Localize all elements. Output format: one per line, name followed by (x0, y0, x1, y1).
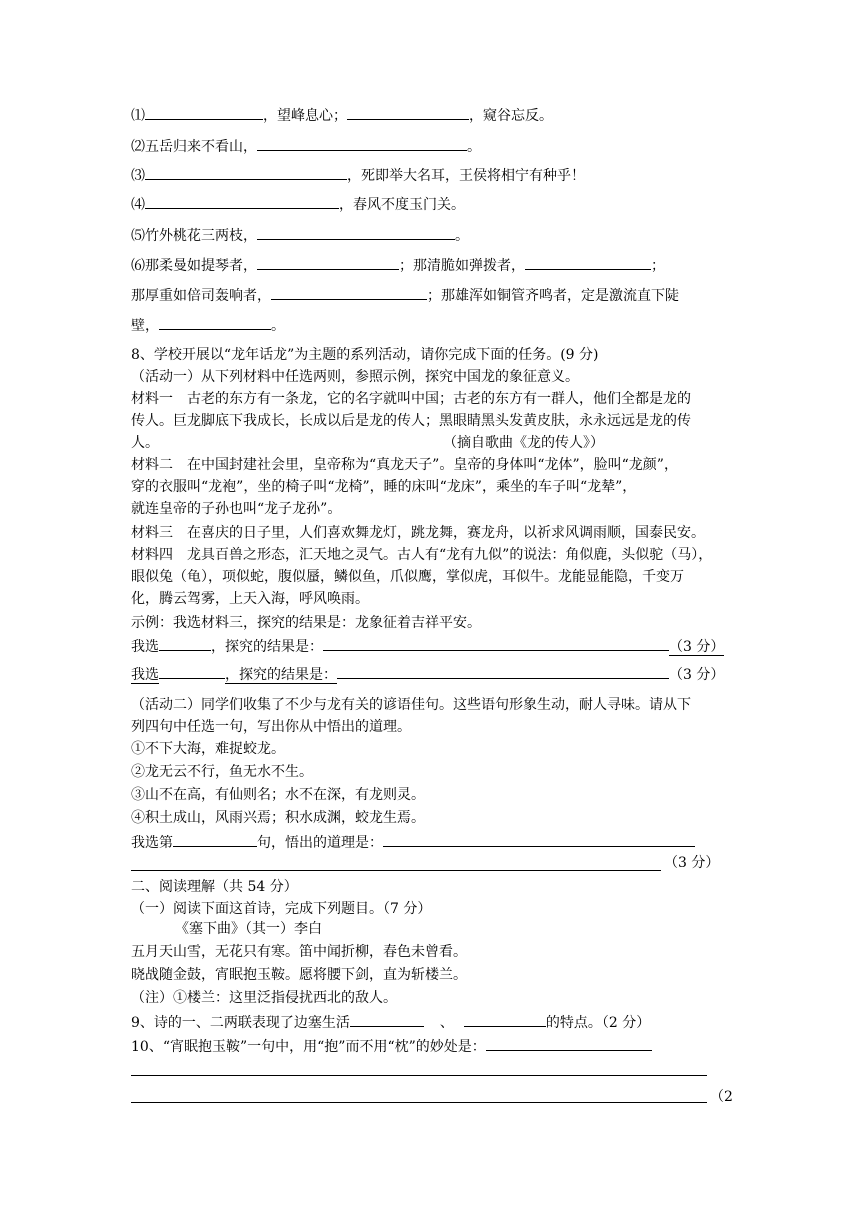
question-text: 、 (439, 1015, 454, 1031)
part-heading: （一）阅读下面这首诗，完成下列题目。（7 分） (131, 901, 432, 917)
question-line (131, 285, 679, 305)
question-line (131, 1012, 650, 1032)
question-text: 句，悟出的道理是： (257, 835, 383, 851)
answer-blank[interactable] (145, 165, 347, 180)
question-text: ⑵五岳归来不看山， (131, 139, 257, 155)
section-heading: 二、阅读理解（共 54 分） (131, 879, 298, 895)
answer-blank[interactable] (486, 1036, 652, 1051)
score-label: （3 分） (669, 639, 725, 655)
saying-item: ①不下大海，难捉蛟龙。 (131, 741, 285, 757)
question-text: ，探究的结果是： (225, 667, 337, 683)
question-text: ⑸竹外桃花三两枝， (131, 228, 257, 244)
material-text: 材料一 古老的东方有一条龙，它的名字就叫中国；古老的东方有一群人，他们全都是龙的 (131, 391, 691, 407)
answer-blank[interactable] (525, 255, 651, 270)
question-text: 那厚重如倍司轰响者， (131, 288, 271, 304)
poem-note: （注）①楼兰：这里泛指侵扰西北的敌人。 (131, 990, 397, 1006)
question-text: ，探究的结果是： (211, 639, 323, 655)
question-line (131, 105, 553, 125)
answer-blank[interactable] (173, 832, 257, 847)
answer-blank[interactable] (257, 136, 467, 151)
poem-title: 《塞下曲》（其一）李白 (175, 921, 322, 937)
answer-blank[interactable] (347, 105, 469, 120)
poem-line: 五月天山雪，无花只有寒。笛中闻折柳，春色未曾看。 (131, 944, 467, 960)
answer-line (131, 664, 724, 684)
question-text: ，死即举大名耳，王侯将相宁有种乎！ (347, 168, 585, 184)
material-text: 化，腾云驾雾，上天入海，呼风唤雨。 (131, 591, 369, 607)
answer-blank[interactable] (323, 636, 669, 651)
question-text: ，望峰息心； (263, 108, 347, 124)
question-line (131, 136, 481, 156)
material-text: 眼似兔（龟），项似蛇，腹似蜃，鳞似鱼，爪似鹰，掌似虎，耳似牛。龙能显能隐，千变万 (131, 569, 684, 585)
answer-blank[interactable] (145, 194, 339, 209)
question-line (131, 225, 469, 245)
question-text: 我选第 (131, 835, 173, 851)
question-text: 9、诗的一、二两联表现了边塞生活 (131, 1015, 350, 1031)
answer-blank-line[interactable] (131, 870, 661, 871)
question-text: 。 (455, 228, 469, 244)
saying-item: ④积土成山，风雨兴焉；积水成渊，蛟龙生焉。 (131, 810, 425, 826)
material-text: 人。 (131, 435, 159, 451)
material-text: 传人。巨龙脚底下我成长，长成以后是龙的传人；黑眼睛黑头发黄皮肤，永永远远是龙的传 (131, 413, 691, 429)
question-text: 我选 (131, 639, 159, 655)
material-text: 就连皇帝的子孙也叫“龙子龙孙”。 (131, 501, 342, 517)
answer-blank[interactable] (337, 664, 669, 679)
answer-blank-line[interactable] (131, 1102, 707, 1103)
answer-blank-line[interactable] (131, 1075, 707, 1076)
question-text: ，春风不度玉门关。 (339, 197, 465, 213)
answer-line (131, 832, 695, 852)
material-source: （摘自歌曲《龙的传人》） (443, 435, 604, 451)
answer-blank[interactable] (271, 285, 427, 300)
answer-blank[interactable] (159, 315, 271, 330)
saying-item: ③山不在高，有仙则名；水不在深，有龙则灵。 (131, 787, 425, 803)
activity-heading: （活动二）同学们收集了不少与龙有关的谚语佳句。这些语句形象生动，耐人寻味。请从下 (131, 697, 691, 713)
question-line (131, 165, 585, 185)
question-text: ，窥谷忘反。 (469, 108, 553, 124)
score-label: （3 分） (669, 667, 725, 683)
material-text: 材料三 在喜庆的日子里，人们喜欢舞龙灯，跳龙舞，赛龙舟，以祈求风调雨顺，国泰民安。 (131, 525, 705, 541)
answer-blank[interactable] (145, 105, 263, 120)
answer-blank[interactable] (383, 832, 695, 847)
score-label: （2 (710, 1089, 733, 1105)
answer-blank[interactable] (257, 225, 455, 240)
question-text: 的特点。（2 分） (545, 1015, 651, 1031)
question-text: ⑶ (131, 168, 145, 184)
question-text: 壁， (131, 318, 159, 334)
question-text: ；那清脆如弹拨者， (399, 258, 525, 274)
question-text: 。 (467, 139, 481, 155)
question-line (131, 255, 665, 275)
answer-line (131, 636, 724, 656)
question-text: 。 (271, 318, 285, 334)
example-text: 示例：我选材料三，探究的结果是：龙象征着吉祥平安。 (131, 615, 481, 631)
activity-text: 列四句中任选一句，写出你从中悟出的道理。 (131, 719, 411, 735)
material-text: 材料四 龙具百兽之形态，汇天地之灵气。古人有“龙有九似”的说法：角似鹿，头似驼（马）， (131, 547, 713, 563)
answer-blank[interactable] (257, 255, 399, 270)
question-text: 10、“宵眠抱玉鞍”一句中，用“抱”而不用“枕”的妙处是： (131, 1039, 486, 1055)
question-text: ；那雄浑如铜管齐鸣者，定是激流直下陡 (427, 288, 679, 304)
answer-blank[interactable] (159, 664, 225, 679)
material-text: 穿的衣服叫“龙袍”，坐的椅子叫“龙椅”，睡的床叫“龙床”，乘坐的车子叫“龙辇”， (131, 479, 637, 495)
material-text: 材料二 在中国封建社会里，皇帝称为“真龙天子”。皇帝的身体叫“龙体”，脸叫“龙颜”， (131, 457, 678, 473)
answer-blank[interactable] (464, 1012, 546, 1027)
question-text: ⑴ (131, 108, 145, 124)
answer-blank[interactable] (350, 1012, 424, 1027)
activity-heading: （活动一）从下列材料中任选两则，参照示例，探究中国龙的象征意义。 (131, 369, 579, 385)
question-line (131, 1036, 652, 1056)
question-text: 我选 (131, 667, 159, 683)
question-text: ⑷ (131, 197, 145, 213)
question-text: ； (651, 258, 665, 274)
question-title: 8、学校开展以“龙年话龙”为主题的系列活动，请你完成下面的任务。(9 分) (131, 347, 599, 363)
answer-blank[interactable] (159, 636, 211, 651)
poem-line: 晓战随金鼓，宵眠抱玉鞍。愿将腰下剑，直为斩楼兰。 (131, 967, 467, 983)
question-text: ⑹那柔曼如提琴者， (131, 258, 257, 274)
question-line (131, 315, 285, 335)
score-label: （3 分） (664, 855, 720, 871)
question-line (131, 194, 465, 214)
saying-item: ②龙无云不行，鱼无水不生。 (131, 764, 313, 780)
